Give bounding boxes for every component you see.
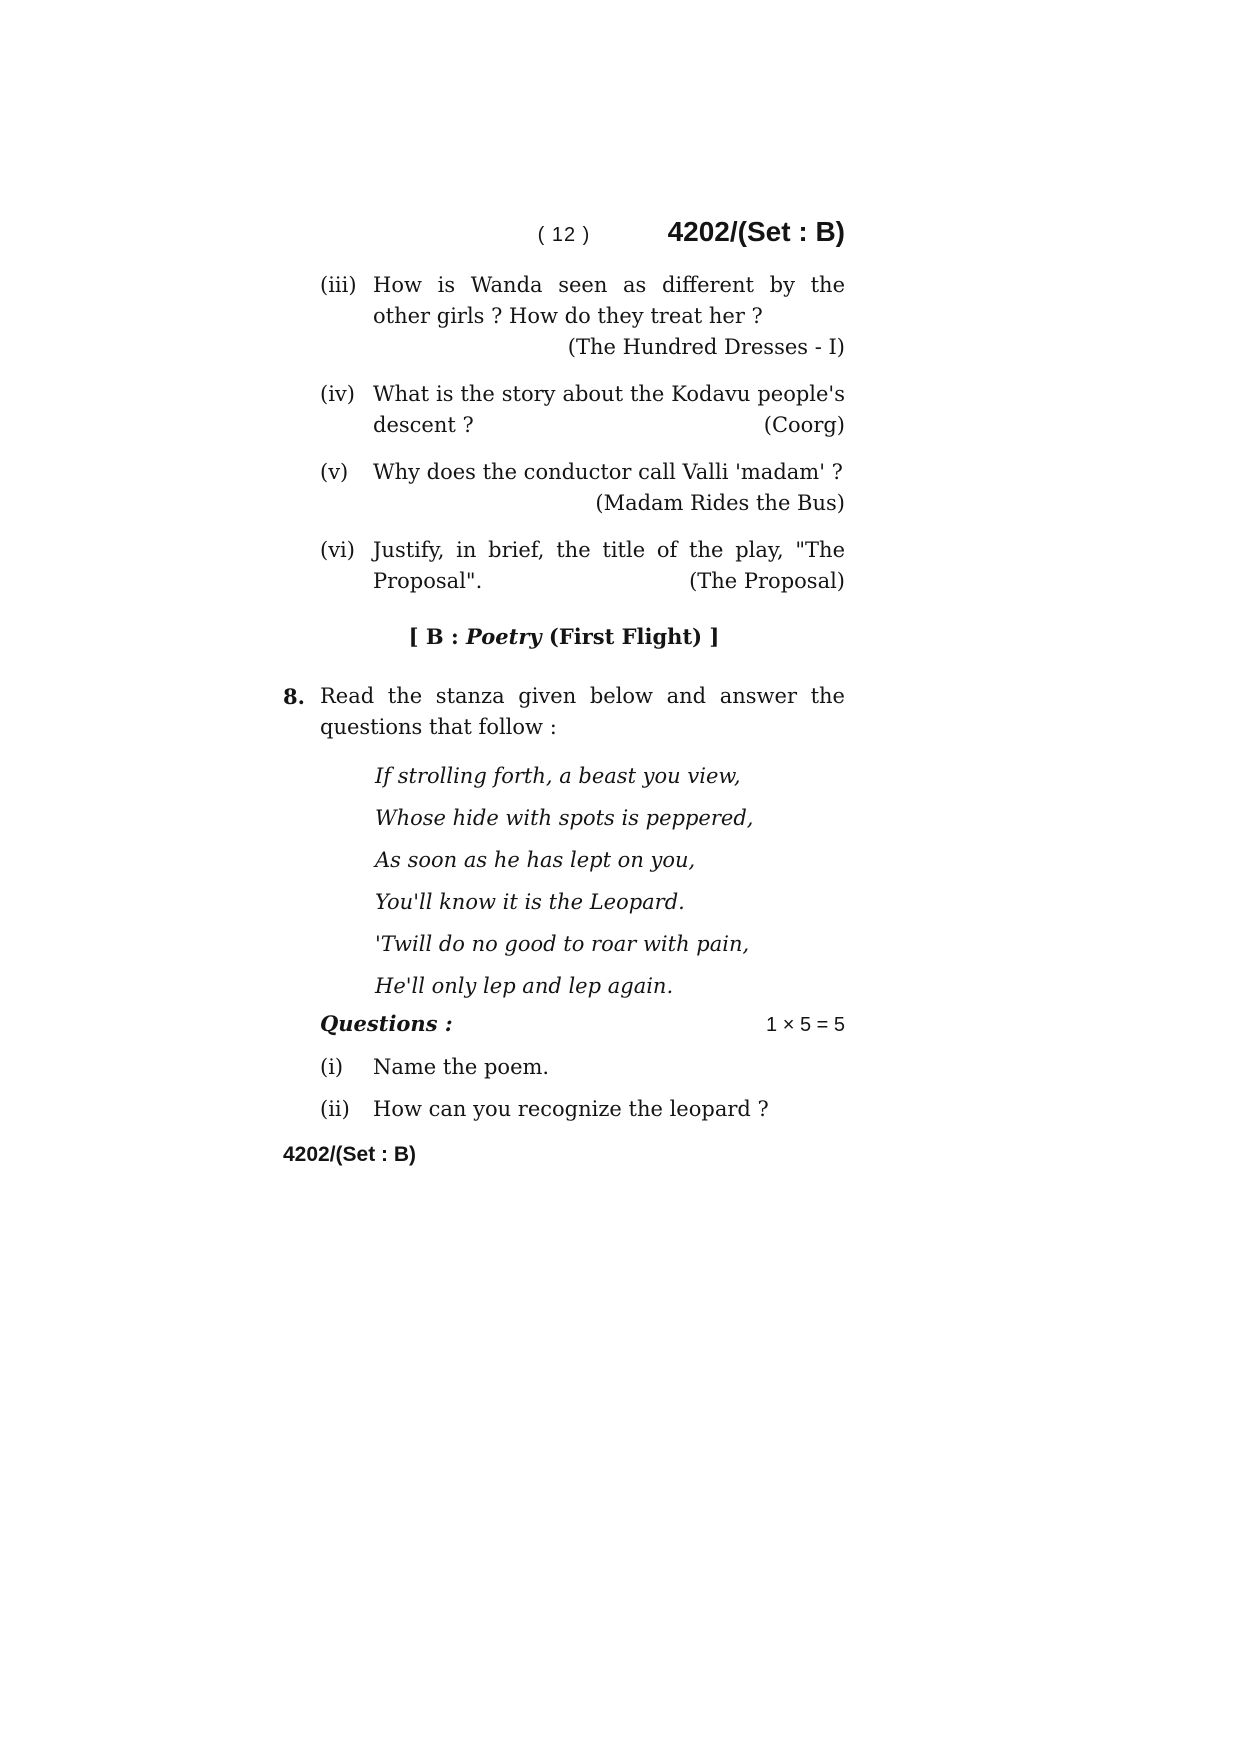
question-text: How is Wanda seen as different by the other girls ? How do they treat her ? <box>373 273 845 328</box>
question-body <box>373 535 845 597</box>
question-8 <box>283 681 845 743</box>
sub-question-number: (i) <box>320 1055 344 1079</box>
question-item-iv <box>320 379 845 441</box>
paper-set-code-footer: 4202/(Set : B) <box>283 1143 417 1166</box>
question-number: (vi) <box>320 538 355 562</box>
stanza-line: 'Twill do no good to roar with pain, <box>375 932 750 956</box>
question-source: (The Hundred Dresses - I) <box>567 335 845 359</box>
section-b-heading <box>283 621 845 652</box>
question-source: (Coorg) <box>763 413 845 437</box>
sub-question-text: Name the poem. <box>373 1055 550 1079</box>
stanza-line: Whose hide with spots is peppered, <box>375 806 754 830</box>
question-number: (iv) <box>320 382 355 406</box>
question-text: What is the story about the Kodavu people's descent ? <box>373 382 845 437</box>
section-heading-title: Poetry <box>466 624 542 649</box>
question-number: (iii) <box>320 273 357 297</box>
question-text: Justify, in brief, the title of the play, "The Proposal". <box>373 538 845 593</box>
questions-label: Questions : <box>320 1011 453 1036</box>
sub-question-text: How can you recognize the leopard ? <box>373 1097 769 1121</box>
paper-set-code-header: 4202/(Set : B) <box>667 216 845 247</box>
question-8-prompt: Read the stanza given below and answer the questions that follow : <box>320 684 845 739</box>
question-body <box>373 379 845 441</box>
question-number: (v) <box>320 460 349 484</box>
stanza-line: If strolling forth, a beast you view, <box>375 764 741 788</box>
question-body <box>373 457 845 519</box>
stanza-line: As soon as he has lept on you, <box>375 848 696 872</box>
question-item-v <box>320 457 845 519</box>
sub-question-number: (ii) <box>320 1097 350 1121</box>
question-source: (Madam Rides the Bus) <box>595 491 845 515</box>
question-item-iii <box>320 270 845 363</box>
sub-question-i <box>320 1052 845 1083</box>
poem-stanza <box>375 755 845 1007</box>
stanza-line: You'll know it is the Leopard. <box>375 890 685 914</box>
questions-header-row <box>320 1008 845 1041</box>
question-item-vi <box>320 535 845 597</box>
page-content <box>283 216 845 1125</box>
question-8-number: 8. <box>283 684 305 709</box>
sub-question-ii <box>320 1094 845 1125</box>
question-body <box>373 270 845 363</box>
stanza-line: He'll only lep and lep again. <box>375 974 674 998</box>
section-heading-rest: (First Flight) ] <box>541 624 720 649</box>
section-heading-open: [ B : <box>408 624 467 649</box>
question-text: Why does the conductor call Valli 'madam' ? <box>373 460 843 484</box>
page-number: ( 12 ) <box>537 224 591 246</box>
marks-allocation: 1 × 5 = 5 <box>766 1014 845 1036</box>
question-source: (The Proposal) <box>689 569 845 593</box>
page-header <box>283 216 845 258</box>
